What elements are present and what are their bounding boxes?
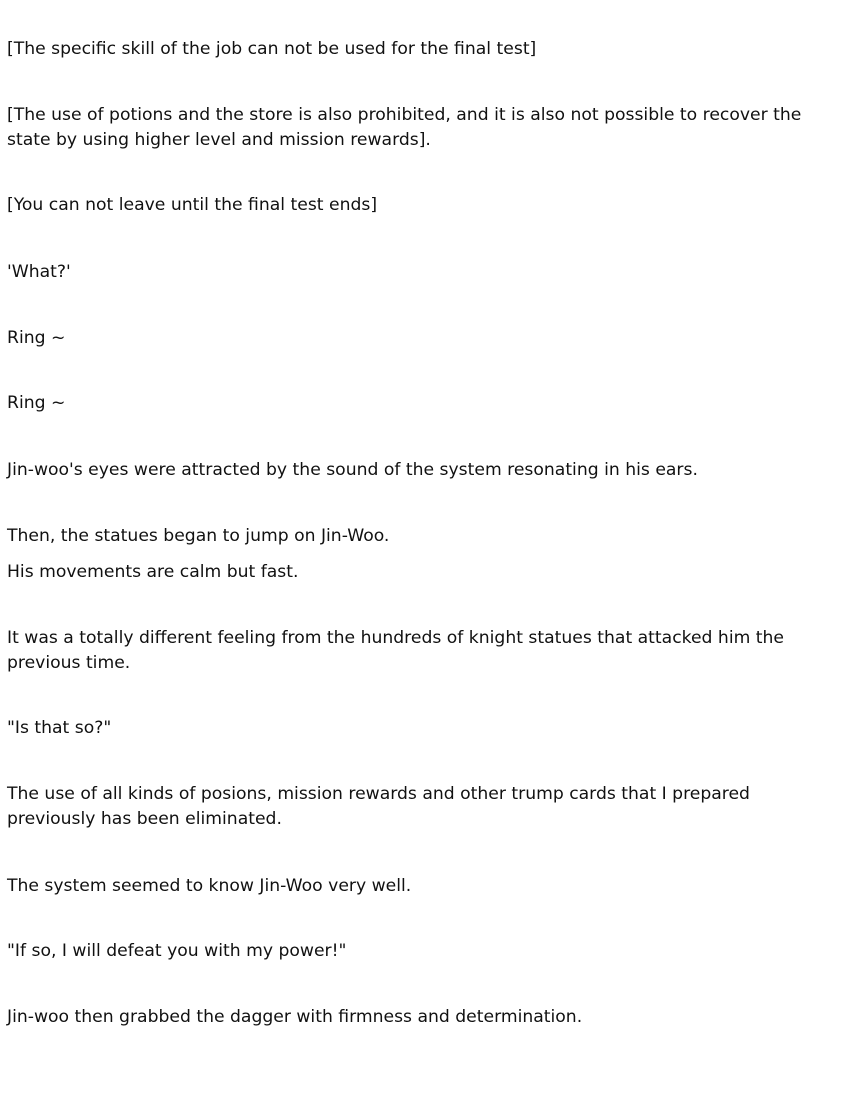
paragraph-defeat-you: "If so, I will defeat you with my power!" xyxy=(7,941,347,961)
paragraph-final-test-skill: [The specific skill of the job can not be used for the final test] xyxy=(7,39,537,59)
paragraph-movements: His movements are calm but fast. xyxy=(7,562,299,582)
paragraph-what: 'What?' xyxy=(7,262,71,282)
paragraph-potions-prohibited: [The use of potions and the store is also prohibited, and it is also not possible to recover the state by using higher level and mission rewards]. xyxy=(7,105,802,150)
paragraph-grabbed-dagger: Jin-woo then grabbed the dagger with firmness and determination. xyxy=(7,1007,583,1027)
paragraph-system-knows: The system seemed to know Jin-Woo very well. xyxy=(7,876,412,896)
paragraph-is-that-so: "Is that so?" xyxy=(7,718,112,738)
paragraph-ring-2: Ring ~ xyxy=(7,393,66,413)
paragraph-ring-1: Ring ~ xyxy=(7,328,66,348)
paragraph-different-feeling: It was a totally different feeling from the hundreds of knight statues that attacked him the previous time. xyxy=(7,628,785,673)
paragraph-cannot-leave: [You can not leave until the final test ends] xyxy=(7,195,378,215)
paragraph-eyes-attracted: Jin-woo's eyes were attracted by the sound of the system resonating in his ears. xyxy=(7,460,698,480)
paragraph-trump-cards: The use of all kinds of posions, mission rewards and other trump cards that I prepared previously has been eliminated. xyxy=(7,784,750,829)
paragraph-statues-jump: Then, the statues began to jump on Jin-Woo. xyxy=(7,526,390,546)
